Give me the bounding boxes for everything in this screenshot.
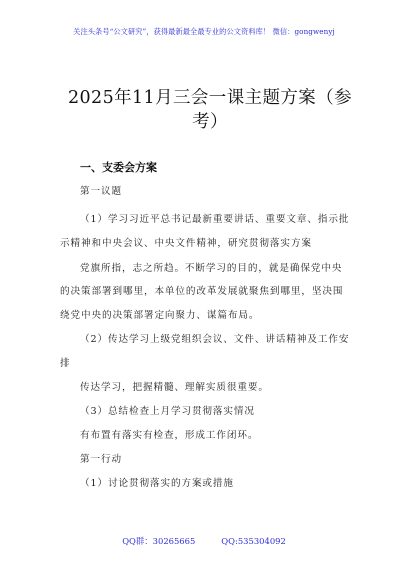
footer-contacts [0,535,408,547]
paragraph-line: 有布置有落实有检查，形成工作闭环。 [80,430,259,441]
paragraph-line: 绕党中央的决策部署定向聚力、谋篇布局。 [60,310,260,321]
qq-group-number: QQ群：30265665 [122,536,196,546]
document-title [60,86,360,134]
paragraph-line: （1）讨论贯彻落实的方案或措施 [80,478,234,489]
paragraph-line: 传达学习，把握精髓、理解实质很重要。 [80,382,269,393]
subheading-first-topic: 第一议题 [80,186,122,197]
paragraph-line: 党旗所指，志之所趋。不断学习的目的，就是确保党中央 [80,263,343,274]
subheading-first-action: 第一行动 [80,454,122,465]
section-heading: 一、支委会方案 [80,161,157,174]
qq-number: QQ:535304092 [221,536,286,546]
paragraph-line: 排 [60,358,71,369]
title-line-1: 2025年11月三会一课主题方案（参 [67,88,352,108]
header-banner: 关注头条号“公文研究”，获得最新最全最专业的公文资料库！ 微信：gongwenyj [73,27,335,36]
paragraph-line: （3）总结检查上月学习贯彻落实情况 [80,406,255,417]
paragraph-line: 的决策部署到哪里，本单位的改革发展就聚焦到哪里，坚决围 [60,286,344,297]
title-line-2: 考） [192,112,228,132]
paragraph-line: （2）传达学习上级党组织会议、文件、讲话精神及工作安 [80,334,350,345]
paragraph-line: （1）学习习近平总书记最新重要讲话、重要文章、指示批 [80,214,350,225]
paragraph-line: 示精神和中央会议、中央文件精神，研究贯彻落实方案 [60,238,312,249]
